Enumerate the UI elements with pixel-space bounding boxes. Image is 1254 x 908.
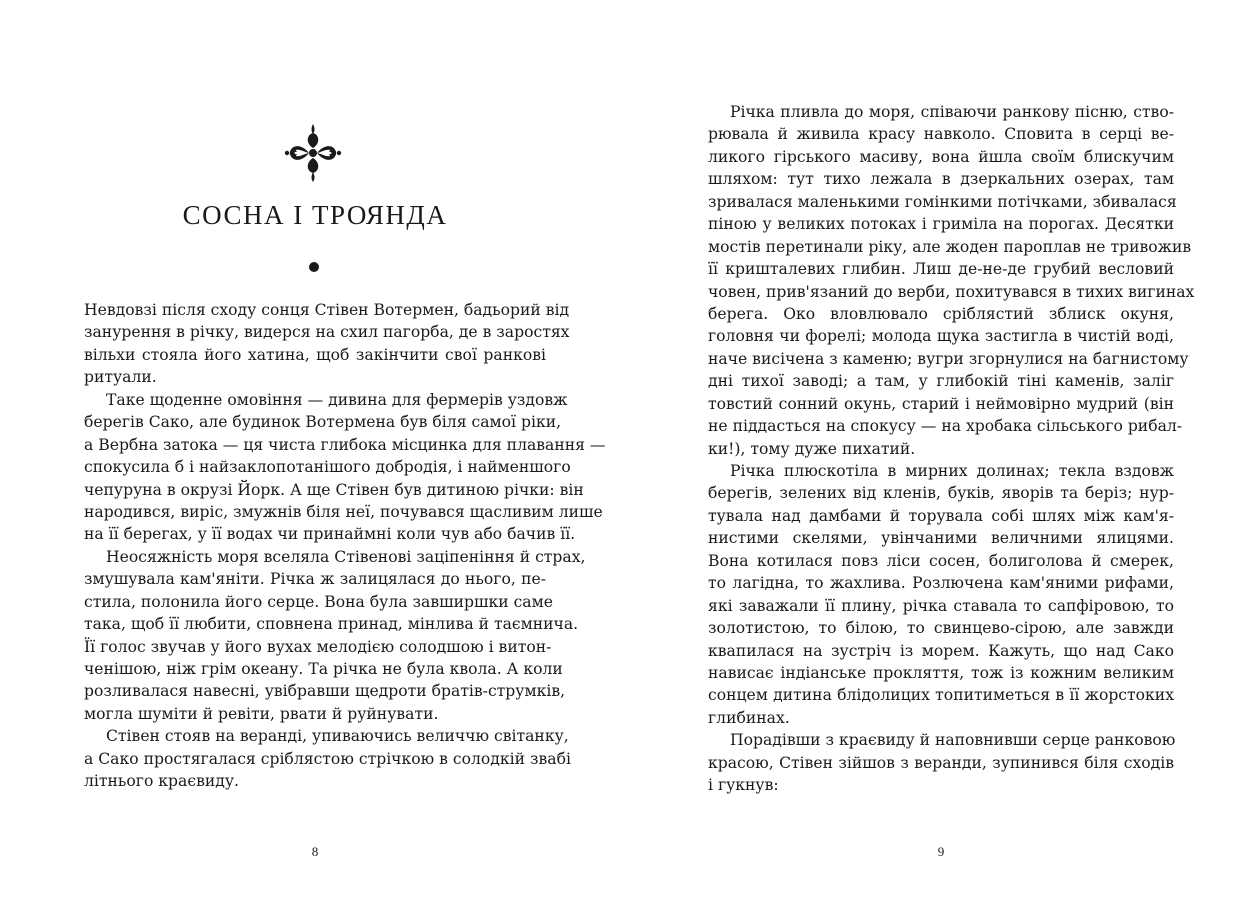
text-line: народився, виріс, змужнів біля неї, почувався щасливим лише: [84, 502, 603, 521]
right-page: [708, 0, 1195, 908]
text-line: Її голос звучав у його вухах мелодією солодшою і витон-: [84, 637, 552, 656]
page-number: 9: [937, 844, 945, 859]
page-number: 8: [311, 844, 319, 859]
text-line: Стівен стояв на веранді, упиваючись величчю світанку,: [106, 727, 569, 746]
text-line: змушувала кам'яніти. Річка ж залицялася до нього, пе-: [84, 570, 546, 589]
text-line: а Сако простягалася сріблястою стрічкою в солодкій звабі: [84, 749, 571, 768]
text-line: глибинах.: [708, 708, 790, 727]
text-line: літнього краєвиду.: [84, 772, 239, 791]
text-line: стила, полонила його серце. Вона була завширшки саме: [84, 592, 553, 611]
text-line: ликого гірського масиву, вона йшла своїм блискучим: [708, 147, 1174, 166]
text-line: які заважали її плину, річка ставала то сапфіровою, то: [708, 596, 1174, 615]
text-line: дні тихої заводі; а там, у глибокій тіні каменів, заліг: [708, 372, 1174, 391]
title-bullet-icon: [309, 262, 319, 272]
text-line: головня чи форелі; молода щука застигла в чистій воді,: [708, 327, 1174, 346]
text-line: сонцем дитина блідолицих топитиметься в її жорстоких: [708, 686, 1174, 705]
text-line: то лагідна, то жахлива. Розлючена кам'яними рифами,: [708, 574, 1174, 593]
text-line: наче висічена з каменю; вугри згорнулися на багнистому: [708, 349, 1189, 368]
text-line: її кришталевих глибин. Лиш де-не-де грубий весловий: [708, 260, 1174, 279]
text-line: піною у великих потоках і гриміла на порогах. Десятки: [708, 215, 1174, 234]
fleuron-ornament-icon: [284, 122, 342, 184]
chapter-title: СОСНА І ТРОЯНДА: [182, 200, 448, 230]
text-line: занурення в річку, видерся на схил пагорба, де в заростях: [84, 323, 570, 342]
text-line: товстий сонний окунь, старий і неймовірно мудрий (він: [708, 394, 1174, 413]
text-line: чепуруна в окрузі Йорк. А ще Стівен був дитиною річки: він: [84, 480, 584, 499]
text-line: човен, прив'язаний до верби, похитувався в тихих вигинах: [708, 282, 1195, 301]
text-line: тувала над дамбами й торувала собі шлях між кам'я-: [708, 506, 1174, 525]
text-line: берега. Око вловлювало сріблястий зблиск окуня,: [708, 304, 1174, 323]
text-line: не піддасться на спокусу — на хробака сільського рибал-: [708, 417, 1183, 436]
text-line: Таке щоденне омовіння — дивина для фермерів уздовж: [106, 390, 568, 409]
text-line: розливалася навесні, увібравши щедроти братів-струмків,: [84, 682, 566, 701]
right-page-text: [708, 101, 1195, 797]
text-line: спокусила б і найзаклопотанішого добродія, і найменшого: [84, 458, 571, 477]
text-line: і гукнув:: [708, 776, 779, 795]
text-line: Неосяжність моря вселяла Стівенові заціпеніння й страх,: [106, 547, 586, 566]
text-line: ритуали.: [84, 368, 157, 387]
text-line: Річка пливла до моря, співаючи ранкову пісню, ство-: [730, 103, 1174, 121]
text-line: золотистою, то білою, то свинцево-сірою, але завжди: [708, 619, 1174, 638]
text-line: а Вербна затока — ця чиста глибока місцинка для плавання —: [84, 435, 606, 454]
left-page: [84, 0, 606, 908]
text-line: вільхи стояла його хатина, щоб закінчити свої ранкові: [84, 345, 546, 364]
left-page-text: [84, 299, 606, 793]
text-line: Порадівши з краєвиду й наповнивши серце ранковою: [730, 731, 1176, 750]
text-line: нависає індіанське прокляття, тож із кожним великим: [708, 663, 1174, 682]
text-line: Невдовзі після сходу сонця Стівен Вотермен, бадьорий від: [84, 301, 570, 319]
text-line: Річка плюскотіла в мирних долинах; текла вздовж: [730, 462, 1174, 480]
text-line: берегів, зелених від кленів, буків, яворів та беріз; нур-: [708, 484, 1174, 503]
text-line: красою, Стівен зійшов з веранди, зупинився біля сходів: [708, 753, 1174, 772]
text-line: зривалася маленькими гомінкими потічками, збивалася: [708, 192, 1177, 211]
text-line: така, щоб її любити, сповнена принад, мінлива й таємнича.: [84, 615, 579, 634]
text-line: Вона котилася повз ліси сосен, болиголова й смерек,: [708, 551, 1174, 570]
text-line: мостів перетинали ріку, але жоден пароплав не тривожив: [708, 237, 1192, 256]
text-line: берегів Сако, але будинок Вотермена був біля самої ріки,: [84, 413, 562, 432]
text-line: на її берегах, у її водах чи принаймні коли чув або бачив її.: [84, 525, 576, 544]
text-line: нистими скелями, увінчаними величними ялицями.: [708, 529, 1174, 548]
text-line: шляхом: тут тихо лежала в дзеркальних озерах, там: [708, 170, 1174, 189]
text-line: ки!), тому дуже пихатий.: [708, 439, 916, 458]
text-line: рювала й живила красу навколо. Сповита в серці ве-: [708, 125, 1174, 144]
text-line: могла шуміти й ревіти, рвати й руйнувати.: [84, 704, 439, 723]
text-line: ченішою, ніж грім океану. Та річка не була квола. А коли: [84, 660, 563, 678]
text-line: квапилася на зустріч із морем. Кажуть, що над Сако: [708, 641, 1174, 660]
